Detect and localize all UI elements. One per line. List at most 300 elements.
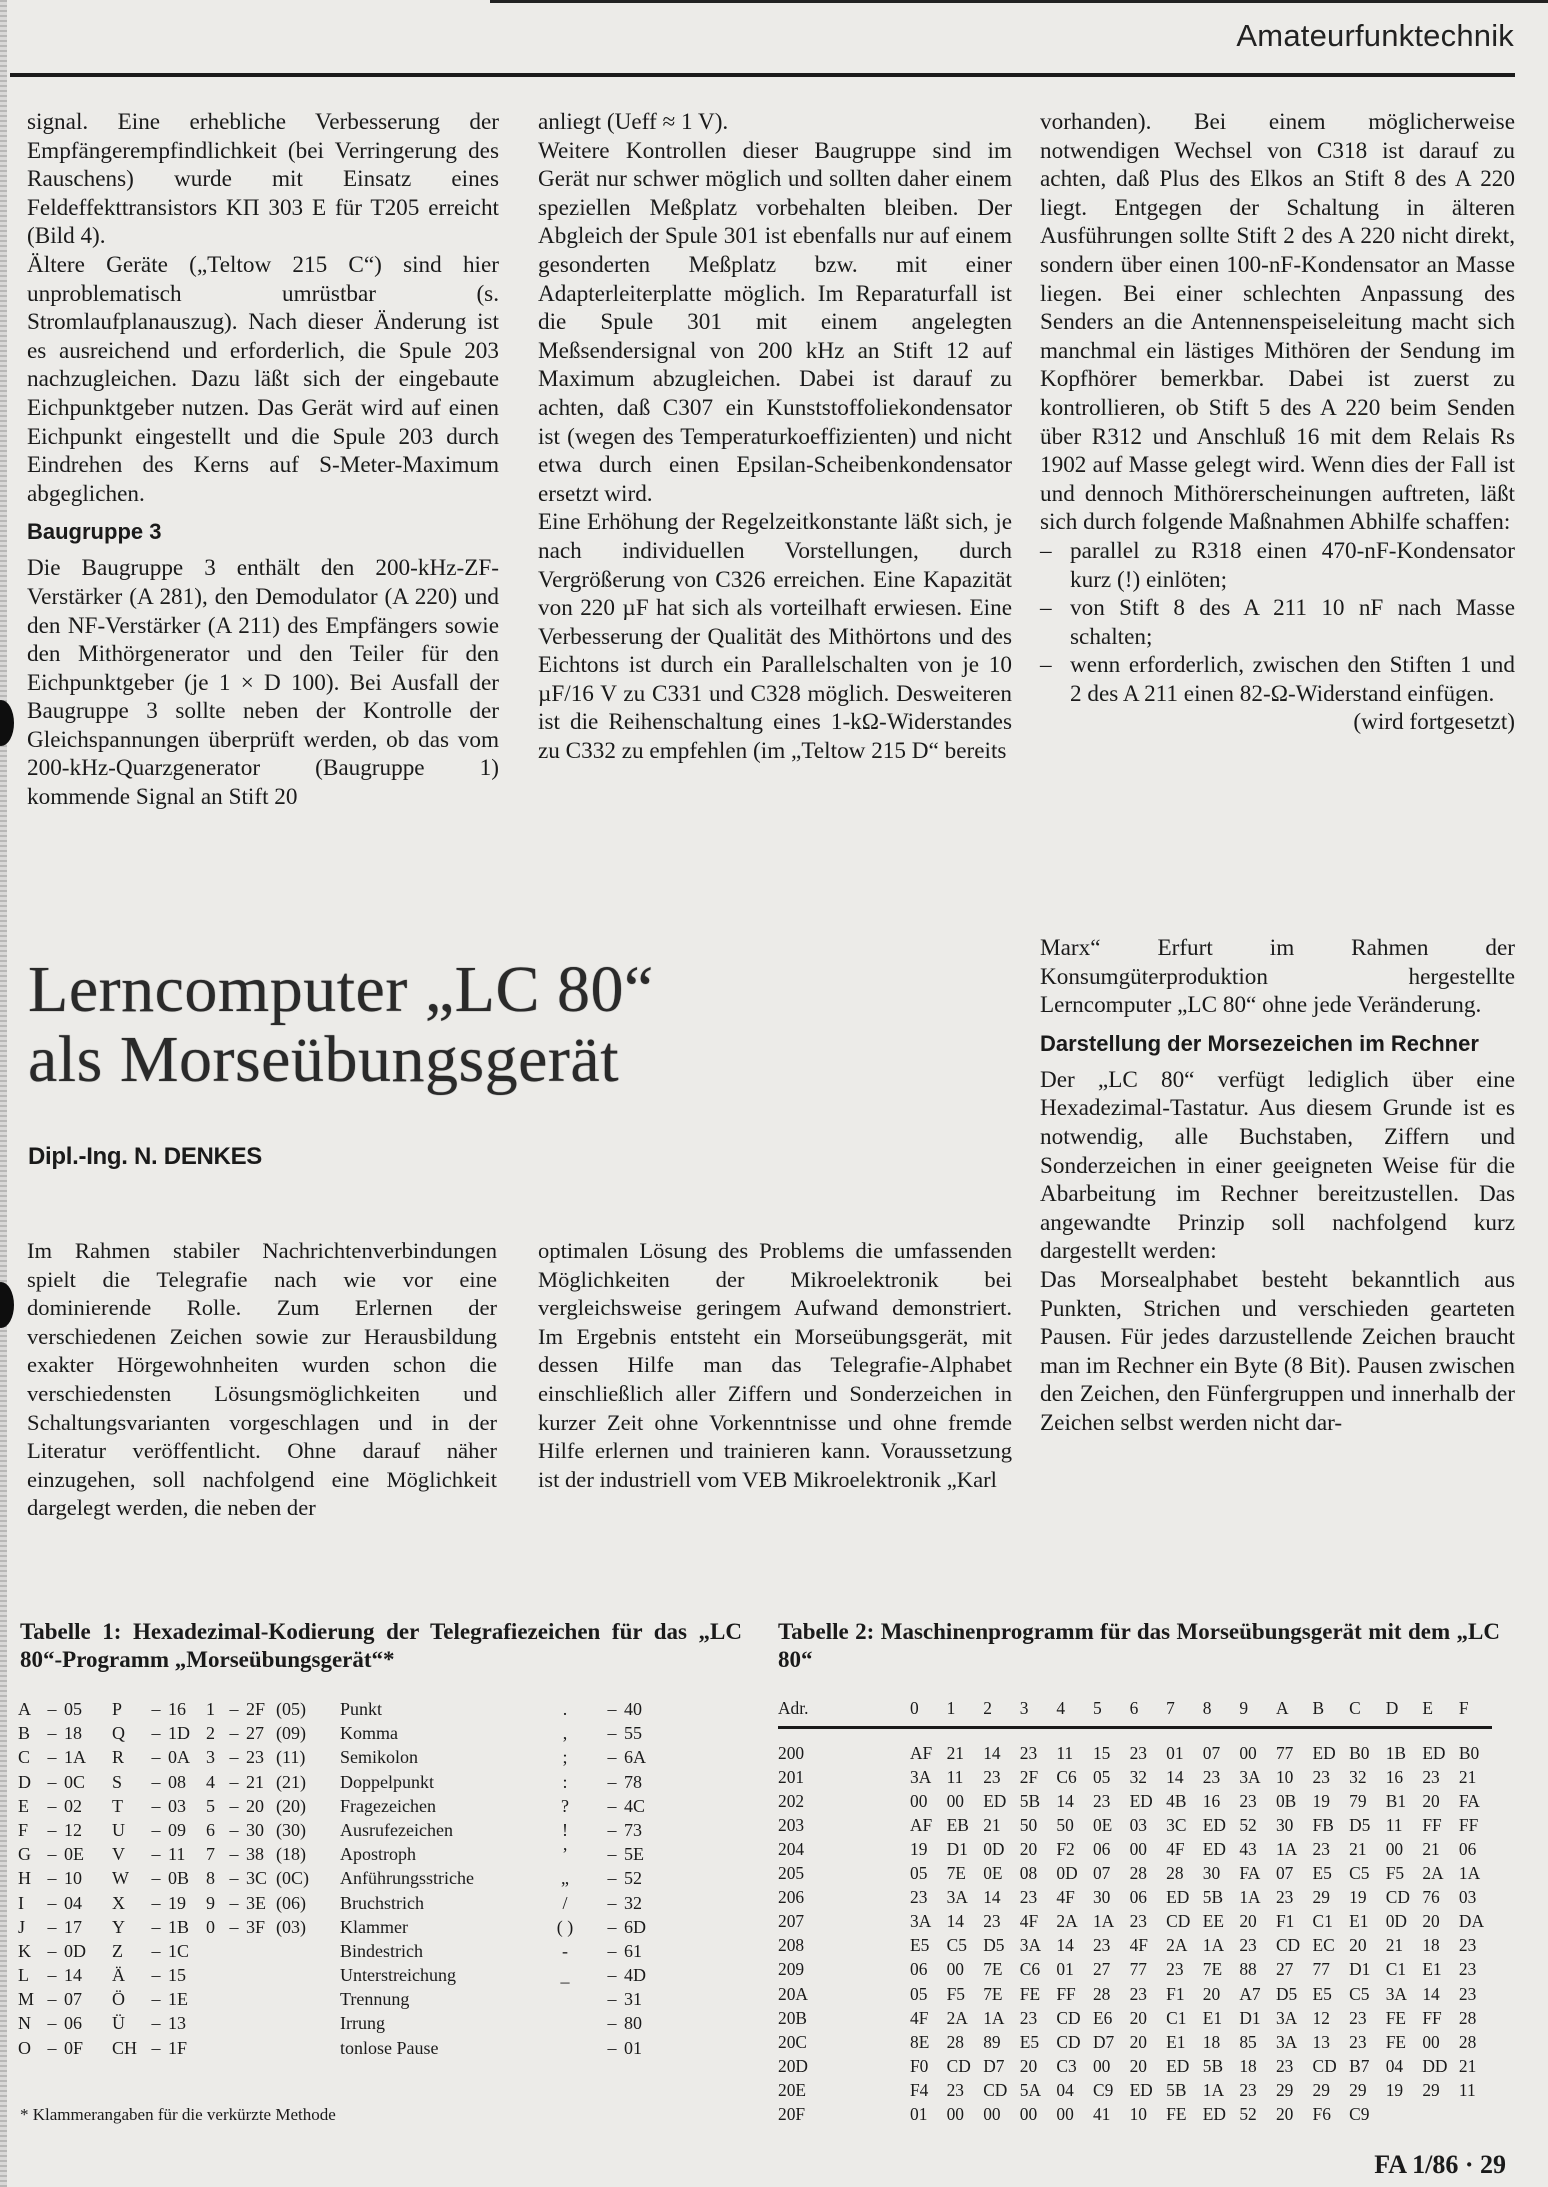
byte-cell: 28 xyxy=(1458,2031,1477,2052)
byte-cell: 76 xyxy=(1422,1887,1440,1908)
table-cell: 01 xyxy=(624,2037,642,2058)
byte-cell: 23 xyxy=(1275,2055,1294,2076)
table-cell: (06) xyxy=(276,1892,306,1913)
byte-cell: 18 xyxy=(1239,2055,1257,2076)
table-cell: Unterstreichung xyxy=(340,1965,456,1986)
address-cell: 20C xyxy=(778,2031,807,2052)
table-cell: – xyxy=(607,1771,617,1792)
table-row xyxy=(778,1741,1500,1765)
byte-cell: E1 xyxy=(1166,2031,1186,2052)
table-cell: P xyxy=(112,1699,123,1719)
byte-cell: 32 xyxy=(1129,1766,1147,1787)
byte-cell: E6 xyxy=(1092,2007,1113,2028)
byte-cell: 29 xyxy=(1312,1887,1330,1908)
table-cell: Trennung xyxy=(340,1989,410,2010)
byte-cell: 89 xyxy=(983,2031,1001,2052)
table-row xyxy=(778,2054,1500,2078)
table-row xyxy=(778,2078,1500,2102)
table-cell: 14 xyxy=(64,1965,82,1986)
byte-cell: 28 xyxy=(1458,2007,1477,2028)
byte-cell: 23 xyxy=(1458,1959,1477,1980)
byte-cell: 0D xyxy=(983,1839,1005,1860)
table-row xyxy=(778,2030,1500,2054)
table-cell: M xyxy=(18,1989,35,2010)
table-cell: ? xyxy=(561,1795,569,1816)
table-cell: – xyxy=(229,1868,239,1889)
byte-cell: 00 xyxy=(910,1790,928,1811)
byte-cell: 4F xyxy=(910,2007,929,2028)
table-cell xyxy=(276,1963,340,1987)
byte-cell: CD xyxy=(1275,1935,1301,1956)
byte-cell: 16 xyxy=(1202,1790,1221,1811)
column-header: F xyxy=(1458,1697,1469,1718)
column-header: 5 xyxy=(1092,1697,1102,1718)
column-header: 3 xyxy=(1019,1697,1029,1718)
column-header: 6 xyxy=(1129,1697,1139,1718)
table-cell: 18 xyxy=(64,1723,82,1744)
table-cell: , xyxy=(562,1723,568,1744)
byte-cell: 1A xyxy=(1239,1887,1261,1908)
byte-cell: 07 xyxy=(1275,1863,1294,1884)
table-cell: – xyxy=(151,1771,161,1792)
paragraph: signal. Eine erhebliche Verbesserung der Empfängerempfindlichkeit (bei Verringerung des Rauschens) wurde mit Einsatz eines Feldeffekttransistors KП 303 E für T205 erreicht (Bild 4). xyxy=(27,109,499,250)
table-cell: _ xyxy=(560,1965,570,1986)
table-cell: – xyxy=(47,1723,57,1744)
table-cell xyxy=(206,1939,222,1963)
table-cell xyxy=(222,2011,246,2035)
table-cell: 7 xyxy=(206,1844,215,1865)
byte-cell: 3C xyxy=(1166,1814,1187,1835)
byte-cell: C9 xyxy=(1092,2079,1114,2100)
byte-cell: 3A xyxy=(1239,1766,1261,1787)
byte-cell: 21 xyxy=(1349,1839,1367,1860)
paragraph: Der „LC 80“ verfügt lediglich über eine Hexadezimal-Tastatur. Aus diesem Grunde ist es notwendig, alle Buchstaben, Ziffern und Sonderzeichen in einer geeigneten Weise für die Abarbeitung im Rechner bereitzustellen. Das angewandte Prinzip soll nachfolgend kurz dargestellt werden: xyxy=(1040,1066,1515,1265)
column-header: 0 xyxy=(910,1697,919,1718)
address-cell: 202 xyxy=(778,1790,805,1811)
table-cell: tonlose Pause xyxy=(340,2037,439,2058)
table-row xyxy=(778,1765,1500,1789)
byte-cell: 30 xyxy=(1202,1863,1221,1884)
table-cell: – xyxy=(607,1868,617,1889)
table-row xyxy=(18,2011,684,2035)
byte-cell: FF xyxy=(1458,1814,1479,1835)
table-row xyxy=(778,1934,1500,1958)
column-header: 7 xyxy=(1166,1697,1175,1718)
table-cell: 0F xyxy=(64,2037,84,2058)
table-cell: – xyxy=(607,1940,617,1961)
byte-cell: 23 xyxy=(983,1911,1001,1932)
byte-cell: 1A xyxy=(983,2007,1005,2028)
table-cell: B xyxy=(18,1723,31,1744)
table-cell: 19 xyxy=(168,1892,186,1913)
byte-cell: 15 xyxy=(1092,1742,1111,1763)
address-cell: 20E xyxy=(778,2079,807,2100)
address-cell: 20A xyxy=(778,1983,808,2004)
table-row xyxy=(18,1939,684,1963)
byte-cell: 04 xyxy=(1385,2055,1404,2076)
byte-cell: 06 xyxy=(910,1959,928,1980)
byte-cell: FE xyxy=(1019,1983,1041,2004)
table-cell: : xyxy=(562,1771,568,1792)
byte-cell: 00 xyxy=(946,2104,964,2125)
table-cell: . xyxy=(562,1699,568,1719)
paragraph: Ältere Geräte („Teltow 215 C“) sind hier unproblematisch umrüstbar (s. Stromlaufplanauszug). Nach dieser Änderung ist es ausreichend und erforderlich, die Spule 203 nachzugleichen. Dazu läßt sich der eingebaute Eichpunktgeber nutzen. Das Gerät wird auf einen Eichpunkt eingestellt und die Spule 203 durch Eindrehen des Kerns auf S-Meter-Maximum abgeglichen. xyxy=(27,251,499,507)
table-cell xyxy=(222,1963,246,1987)
byte-cell: F5 xyxy=(1385,1863,1405,1884)
byte-cell: F5 xyxy=(946,1983,965,2004)
table-cell: – xyxy=(607,1989,617,2010)
byte-cell: 23 xyxy=(983,1766,1001,1787)
list-item: – wenn erforderlich, zwischen den Stiften 1 und 2 des A 211 einen 82-Ω-Widerstand einfügen. xyxy=(1040,651,1515,708)
byte-cell: 0B xyxy=(1275,1790,1297,1811)
byte-cell: 23 xyxy=(1092,1935,1111,1956)
table-cell: – xyxy=(607,1892,617,1913)
table-cell: 10 xyxy=(64,1868,82,1889)
byte-cell: C1 xyxy=(1166,2007,1187,2028)
table-cell: E xyxy=(18,1795,29,1816)
table-cell: – xyxy=(229,1844,239,1865)
byte-cell: FB xyxy=(1312,1814,1334,1835)
table-cell: 0C xyxy=(64,1771,86,1792)
table-row xyxy=(18,1915,684,1939)
punch-hole-mark xyxy=(0,1282,14,1328)
table-cell xyxy=(222,2036,246,2060)
byte-cell: 23 xyxy=(1202,1766,1221,1787)
byte-cell: D5 xyxy=(983,1935,1005,1956)
byte-cell: 20 xyxy=(1129,2007,1147,2028)
table2-body xyxy=(778,1741,1500,2127)
byte-cell: ED xyxy=(1312,1742,1336,1763)
address-cell: 207 xyxy=(778,1911,805,1932)
table1-caption: Tabelle 1: Hexadezimal-Kodierung der Telegrafiezeichen für das „LC 80“-Programm „Morseübungsgerät“* xyxy=(20,1619,742,1672)
table-row xyxy=(778,1813,1500,1837)
table-cell xyxy=(276,2011,340,2035)
byte-cell: 11 xyxy=(1056,1742,1074,1763)
table-cell: – xyxy=(47,1989,57,2010)
byte-cell: 23 xyxy=(1239,2079,1257,2100)
table2-header-row xyxy=(778,1696,1500,1720)
column-header: 2 xyxy=(983,1697,992,1718)
table-cell: S xyxy=(112,1771,123,1792)
table-cell: – xyxy=(151,1868,161,1889)
punch-hole-mark xyxy=(0,700,14,746)
byte-cell: 23 xyxy=(1019,1742,1038,1763)
byte-cell: FE xyxy=(1385,2007,1407,2028)
table-cell xyxy=(206,1963,222,1987)
table-cell: Q xyxy=(112,1723,125,1744)
table-cell: – xyxy=(47,1965,57,1986)
byte-cell: 5B xyxy=(1202,2055,1224,2076)
table-cell: 2F xyxy=(246,1699,266,1719)
continued-note: (wird fortgesetzt) xyxy=(1353,709,1515,736)
table-cell: C xyxy=(18,1747,31,1768)
column-header: A xyxy=(1275,1697,1289,1718)
table-row xyxy=(18,1770,684,1794)
byte-cell: 20 xyxy=(1019,2055,1038,2076)
byte-cell: 00 xyxy=(1239,1742,1257,1763)
address-cell: 204 xyxy=(778,1839,805,1860)
table-cell: L xyxy=(18,1965,29,1986)
byte-cell: 2A xyxy=(1056,1911,1078,1932)
article1-column-1 xyxy=(27,108,499,812)
table-cell xyxy=(206,2036,222,2060)
byte-cell: 23 xyxy=(1239,1935,1257,1956)
table-row xyxy=(18,1963,684,1987)
table-cell: 23 xyxy=(246,1747,264,1768)
byte-cell: E1 xyxy=(1422,1959,1442,1980)
address-cell: 206 xyxy=(778,1887,805,1908)
table-row xyxy=(18,1891,684,1915)
byte-cell: 23 xyxy=(910,1887,928,1908)
byte-cell: B7 xyxy=(1349,2055,1370,2076)
table-cell: 78 xyxy=(624,1771,642,1792)
table-cell: Komma xyxy=(340,1723,398,1744)
table-cell: 11 xyxy=(168,1844,186,1865)
byte-cell: 3A xyxy=(1275,2031,1298,2052)
byte-cell: EE xyxy=(1202,1911,1224,1932)
table-row xyxy=(18,1794,684,1818)
table-cell: Apostroph xyxy=(340,1844,416,1865)
table-cell: Y xyxy=(112,1916,125,1937)
table-cell: – xyxy=(607,1795,617,1816)
byte-cell: 3A xyxy=(1275,2007,1298,2028)
table-cell: 32 xyxy=(624,1892,642,1913)
byte-cell: ED xyxy=(983,1790,1007,1811)
byte-cell: 1A xyxy=(1202,2079,1225,2100)
byte-cell: 23 xyxy=(1275,1887,1294,1908)
byte-cell: 29 xyxy=(1312,2079,1330,2100)
table-cell: 8 xyxy=(206,1868,215,1889)
table-row xyxy=(778,1886,1500,1910)
table-cell: 6 xyxy=(206,1819,215,1840)
table-row xyxy=(18,1697,684,1721)
column-header: 1 xyxy=(946,1697,956,1718)
table-cell: Ausrufezeichen xyxy=(340,1819,453,1840)
table-cell: 5E xyxy=(624,1844,644,1865)
byte-cell: 3A xyxy=(946,1887,968,1908)
table-cell: Klammer xyxy=(340,1916,408,1937)
byte-cell: C9 xyxy=(1349,2104,1370,2125)
byte-cell: 85 xyxy=(1239,2031,1257,2052)
address-header: Adr. xyxy=(778,1697,809,1718)
page-folio: FA 1/86 · 29 xyxy=(1374,2150,1506,2179)
byte-cell: 20 xyxy=(1422,1911,1440,1932)
column-header: 8 xyxy=(1202,1697,1212,1718)
headline-line: Lerncomputer „LC 80“ xyxy=(28,953,654,1026)
table-cell: – xyxy=(607,1916,617,1937)
byte-cell: 06 xyxy=(1129,1887,1147,1908)
table2-header-rule xyxy=(778,1726,1492,1729)
byte-cell: 5B xyxy=(1166,2079,1187,2100)
table-cell: „ xyxy=(561,1868,569,1889)
byte-cell: 14 xyxy=(946,1911,964,1932)
byte-cell: 00 xyxy=(1092,2055,1111,2076)
byte-cell: E5 xyxy=(910,1935,930,1956)
byte-cell: 07 xyxy=(1202,1742,1221,1763)
table-row xyxy=(18,1987,684,2011)
table-cell: Fragezeichen xyxy=(340,1795,436,1816)
table-cell: - xyxy=(562,1940,568,1961)
table-cell: – xyxy=(47,1771,57,1792)
byte-cell: 20 xyxy=(1239,1911,1257,1932)
article1-column-3 xyxy=(1040,108,1515,737)
table-cell: (05) xyxy=(276,1699,306,1719)
table-cell: – xyxy=(229,1916,239,1937)
table-cell: CH xyxy=(112,2037,138,2058)
byte-cell: EC xyxy=(1312,1935,1335,1956)
table-cell: N xyxy=(18,2013,31,2034)
byte-cell: C6 xyxy=(1019,1959,1041,1980)
byte-cell: CD xyxy=(1312,2055,1337,2076)
byte-cell: 0E xyxy=(983,1863,1003,1884)
table-cell: 3E xyxy=(246,1892,266,1913)
byte-cell: 41 xyxy=(1092,2104,1111,2125)
byte-cell: F2 xyxy=(1056,1839,1075,1860)
address-cell: 20D xyxy=(778,2055,808,2076)
byte-cell: 16 xyxy=(1385,1766,1404,1787)
byte-cell: F0 xyxy=(910,2055,929,2076)
byte-cell: 01 xyxy=(910,2104,928,2125)
column-header: E xyxy=(1422,1697,1433,1718)
byte-cell: 28 xyxy=(1092,1983,1111,2004)
byte-cell: C1 xyxy=(1312,1911,1333,1932)
byte-cell: 3A xyxy=(1385,1983,1407,2004)
byte-cell: 3A xyxy=(910,1766,932,1787)
table-cell: ’ xyxy=(562,1844,568,1865)
table-cell: 21 xyxy=(246,1771,264,1792)
table-cell: – xyxy=(229,1747,239,1768)
table-cell: – xyxy=(229,1699,239,1719)
byte-cell: 29 xyxy=(1349,2079,1367,2100)
table-cell: – xyxy=(151,1940,161,1961)
byte-cell: E5 xyxy=(1019,2031,1040,2052)
table-cell xyxy=(246,2036,276,2060)
paragraph: optimalen Lösung des Problems die umfassenden Möglichkeiten der Mikroelektronik bei vergleichsweise geringem Aufwand demonstriert. Im Ergebnis entsteht ein Morseübungsgerät, mit dessen Hilfe man das Telegrafie-Alphabet einschließlich aller Ziffern und Sonderzeichen in kurzer Zeit ohne Vorkenntnisse und ohne fremde Hilfe erlernen und trainieren kann. Voraussetzung ist der industriell vom VEB Mikroelektronik „Karl xyxy=(538,1238,1012,1492)
top-rule xyxy=(490,0,1548,3)
table-cell: – xyxy=(47,2037,57,2058)
table-cell: 9 xyxy=(206,1892,215,1913)
byte-cell: 03 xyxy=(1129,1814,1147,1835)
remedy-list xyxy=(1040,537,1515,709)
byte-cell: 1B xyxy=(1385,1742,1407,1763)
table-cell xyxy=(530,2011,600,2035)
table-cell: 2 xyxy=(206,1723,215,1744)
table-cell: – xyxy=(229,1723,239,1744)
byte-cell: 3A xyxy=(1019,1935,1042,1956)
byte-cell: B0 xyxy=(1458,1742,1480,1763)
table-cell: – xyxy=(607,1723,617,1744)
table-cell: – xyxy=(151,1989,161,2010)
table-cell: 02 xyxy=(64,1795,82,1816)
byte-cell: 21 xyxy=(1458,2055,1477,2076)
byte-cell: 19 xyxy=(910,1839,928,1860)
byte-cell: 1A xyxy=(1458,1863,1481,1884)
byte-cell: 05 xyxy=(910,1863,928,1884)
byte-cell: C6 xyxy=(1056,1766,1077,1787)
byte-cell: C3 xyxy=(1056,2055,1077,2076)
byte-cell: 4B xyxy=(1166,1790,1187,1811)
byte-cell: 30 xyxy=(1275,1814,1294,1835)
table-cell: ; xyxy=(562,1747,568,1768)
byte-cell: 28 xyxy=(1166,1863,1184,1884)
byte-cell: 50 xyxy=(1056,1814,1074,1835)
byte-cell: 23 xyxy=(1092,1790,1111,1811)
table-cell: – xyxy=(47,1868,57,1889)
paragraph: Das Morsealphabet besteht bekanntlich aus Punkten, Strichen und verschieden gearteten Pausen. Für jedes darzustellende Zeichen braucht man im Rechner ein Byte (8 Bit). Pausen zwischen den Zeichen, den Fünfergruppen und innerhalb der Zeichen selbst werden nicht dar- xyxy=(1040,1266,1515,1436)
paragraph: vorhanden). Bei einem möglicherweise notwendigen Wechsel von C318 ist darauf zu achten, daß Plus des Elkos an Stift 8 des A 220 liegt. Entgegen der Schaltung in älteren Ausführungen sollte Stift 2 des A 220 nicht direkt, sondern über einen 100-nF-Kondensator an Masse liegen. Bei einer schlechten Anpassung des Senders an die Antennenspeiseleitung macht sich manchmal ein lästiges Mithören der Sendung im Kopfhörer bemerkbar. Dabei ist zuerst zu kontrollieren, ob Stift 5 des A 220 beim Senden über R312 und Anschluß 16 mit dem Relais Rs 1902 auf Masse gelegt wird. Wenn dies der Fall ist und dennoch Mithörerscheinungen auftreten, läßt sich durch folgende Maßnahmen Abhilfe schaffen: xyxy=(1040,109,1515,536)
byte-cell: 88 xyxy=(1239,1959,1257,1980)
table-cell: 07 xyxy=(64,1989,82,2010)
byte-cell: CD xyxy=(1056,2007,1081,2028)
byte-cell: 79 xyxy=(1349,1790,1367,1811)
table-cell: (30) xyxy=(276,1819,306,1840)
byte-cell: 0D xyxy=(1385,1911,1407,1932)
table-cell: ( ) xyxy=(556,1916,574,1937)
byte-cell: F6 xyxy=(1312,2104,1331,2125)
byte-cell: ED xyxy=(1202,2104,1226,2125)
table-cell: – xyxy=(47,1892,57,1913)
table-cell: (21) xyxy=(276,1771,306,1792)
table-cell: – xyxy=(47,1795,57,1816)
table1-footnote: * Klammerangaben für die verkürzte Methode xyxy=(20,2105,336,2124)
byte-cell: 23 xyxy=(1239,1790,1257,1811)
table-cell: Semikolon xyxy=(340,1747,419,1768)
byte-cell: ED xyxy=(1422,1742,1446,1763)
table-cell: Bindestrich xyxy=(340,1940,423,1961)
paragraph: Die Baugruppe 3 enthält den 200-kHz-ZF-Verstärker (A 281), den Demodulator (A 220) und den NF-Verstärker (A 211) des Empfängers sowie den Mithörgenerator und den Teiler für den Eichpunktgeber (je 1 × D 100). Bei Ausfall der Baugruppe 3 sollte neben der Kontrolle der Gleichspannungen überprüft werden, ob das vom 200-kHz-Quarzgenerator (Baugruppe 1) kommende Signal an Stift 20 xyxy=(27,555,499,811)
byte-cell: 20 xyxy=(1202,1983,1221,2004)
byte-cell: 2F xyxy=(1019,1766,1039,1787)
table-row xyxy=(18,1721,684,1745)
byte-cell: C5 xyxy=(946,1935,967,1956)
table-cell: (11) xyxy=(276,1747,306,1768)
table-cell: Bruchstrich xyxy=(340,1892,424,1913)
table-cell: – xyxy=(229,1819,239,1840)
byte-cell: 23 xyxy=(946,2079,964,2100)
byte-cell: 06 xyxy=(1092,1839,1111,1860)
byte-cell: 28 xyxy=(1129,1863,1147,1884)
table-cell: 3F xyxy=(246,1916,266,1937)
table-cell: W xyxy=(112,1868,129,1889)
byte-cell: 32 xyxy=(1349,1766,1367,1787)
table-cell: 0E xyxy=(64,1844,84,1865)
table-cell: Z xyxy=(112,1940,123,1961)
byte-cell: 06 xyxy=(1458,1839,1477,1860)
table-row xyxy=(778,1982,1500,2006)
byte-cell: 23 xyxy=(1129,1911,1147,1932)
byte-cell: 05 xyxy=(1092,1766,1111,1787)
table-cell: Ö xyxy=(112,1989,125,2010)
byte-cell: 23 xyxy=(1129,1742,1147,1763)
table-cell: – xyxy=(607,2013,617,2034)
byte-cell: 77 xyxy=(1275,1742,1294,1763)
byte-cell: 23 xyxy=(1349,2007,1367,2028)
byte-cell: 2A xyxy=(1422,1863,1444,1884)
table-cell: 6A xyxy=(624,1747,646,1768)
byte-cell: 18 xyxy=(1422,1935,1440,1956)
table-cell: – xyxy=(151,1795,161,1816)
byte-cell: D1 xyxy=(1349,1959,1371,1980)
byte-cell: 20 xyxy=(1019,1839,1038,1860)
paragraph: Eine Erhöhung der Regelzeitkonstante läßt sich, je nach individuellen Vorstellungen, durch Vergrößerung von C326 erreichen. Eine Kapazität von 220 µF hat sich als vorteilhaft erwiesen. Eine Verbesserung der Qualität des Mithörtons und des Eichtons ist durch ein Parallelschalten von je 10 µF/16 V zu C331 und C328 möglich. Desweiteren ist die Reihenschaltung eines 1-kΩ-Widerstandes zu C332 zu empfehlen (im „Teltow 215 D“ bereits xyxy=(538,509,1012,765)
byte-cell: F4 xyxy=(910,2079,929,2100)
byte-cell: 14 xyxy=(983,1887,1001,1908)
section-rule xyxy=(10,73,1515,77)
byte-cell: 01 xyxy=(1056,1959,1074,1980)
byte-cell: 14 xyxy=(1166,1766,1184,1787)
column-header: B xyxy=(1312,1697,1325,1718)
table-cell: (09) xyxy=(276,1723,306,1744)
